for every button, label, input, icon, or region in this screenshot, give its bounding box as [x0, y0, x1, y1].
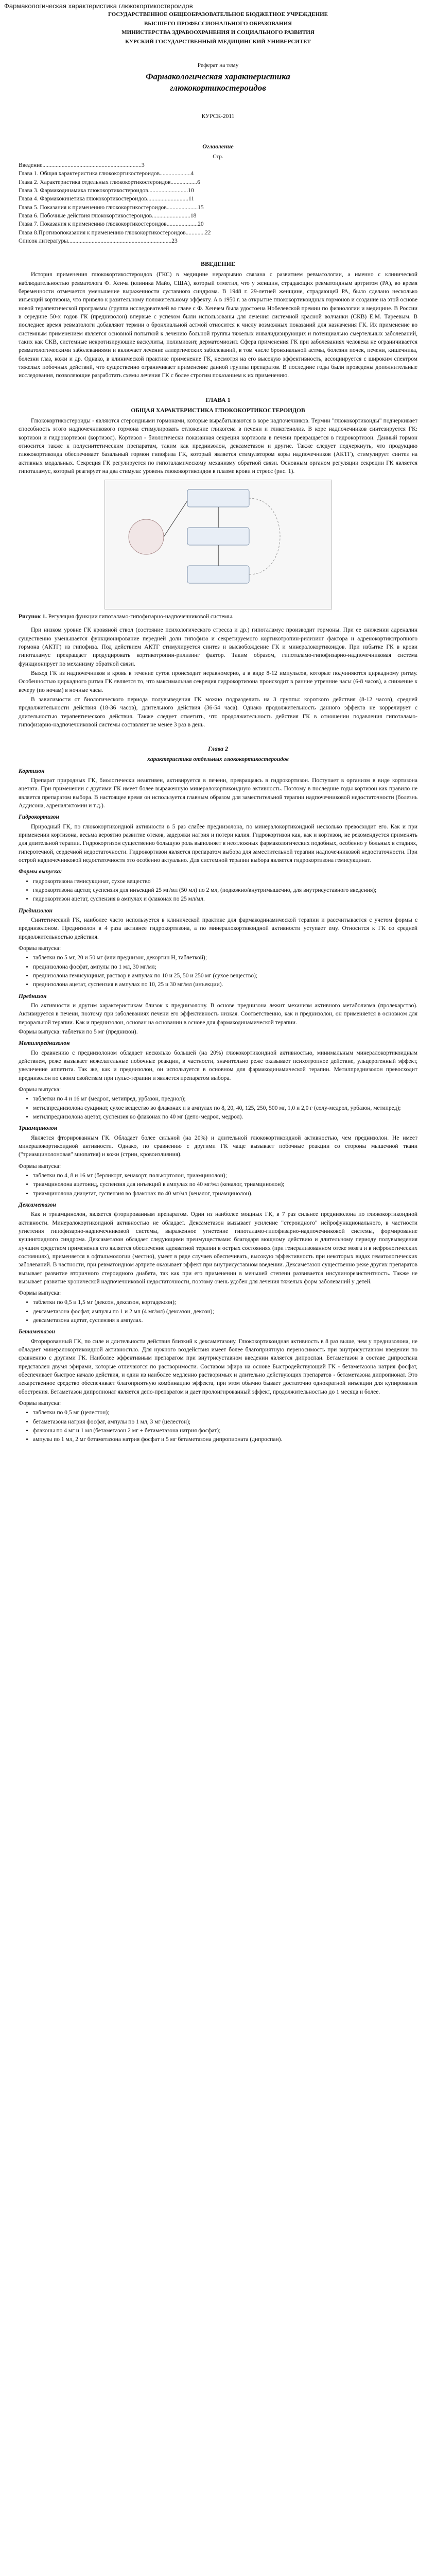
form-item: • таблетки по 0,5 и 1,5 мг (дексон, дексазон, кортадексон);	[33, 1298, 417, 1307]
form-item: • преднизолона гемисукцинат, раствор в ампулах по 10 и 25, 50 и 250 мг (сухое вещество);	[33, 972, 417, 980]
toc-item[interactable]: Глава 5. Показания к применению глюкокортикостероидов.....................15	[19, 204, 204, 211]
form-item: • дексаметазона фосфат, ампулы по 1 и 2 мл (4 мг/мл) (дексазон, дексон);	[33, 1308, 417, 1316]
toc-item[interactable]: Глава 8.Противопоказания к применению глюкокортикостероидов.............22	[19, 229, 211, 236]
chapter-2-subtitle: характеристика отдельных глюкокортикостероидов	[147, 756, 289, 763]
drug-heading-methylprednisolone: Метилпреднизолон	[19, 1040, 70, 1047]
form-item: • триамцинолона ацетонид, суспензия для инъекций в ампулах по 40 мг/мл (кеналог, триамцинолон);	[33, 1180, 417, 1189]
forms-line: Формы выпуска: таблетки по 5 мг (преднизон).	[19, 1028, 138, 1035]
form-item: • таблетки по 5 мг, 20 и 50 мг (или преднизон, декортин Н, таблеткой);	[33, 954, 417, 962]
form-item: • триамцинолона диацетат, суспензия во флаконах по 40 мг/мл (кеналог, триамцинолон).	[33, 1190, 417, 1198]
drug-heading-triamcinolone: Триамцинолон	[19, 1125, 58, 1132]
drug-heading-kortizon: Кортизон	[19, 768, 45, 774]
chapter-2-title: Глава 2	[207, 745, 229, 753]
chapter-1-section	[19, 396, 417, 730]
toc-item[interactable]: Введение...................................................................3	[19, 162, 145, 168]
form-item: • гидрокортизона ацетат, суспензия для инъекций 25 мг/мл (50 мл) по 2 мл, (подкожно/внутримышечно, для внутрисуставного введения);	[33, 886, 417, 894]
drug-heading-prednisone: Преднизон	[19, 993, 47, 999]
referat-label: Реферат на тему	[197, 62, 239, 69]
drug-paragraph: Является фторированным ГК. Обладает более сильной (на 20%) и длительной глюкокортикоидной активностью, чем преднизолон. Не имеет минералокортикоидной активности. Однако, по сравнению с другими ГК чаще вызывает побочные реакции со стороны мышечной ткани ("триамцинолоновая" миопатия) и кожи (стрии, кровоизлияния).	[19, 1134, 417, 1158]
drug-heading-betamethasone: Бетаметазон	[19, 1329, 55, 1335]
drug-heading-dexamethasone: Дексаметазон	[19, 1201, 56, 1208]
chapter-1-paragraph: При низком уровне ГК кровяной ствол (состояние психологического стресса и др.) гипоталамус производит гормоны. При ее снижении адреналин существенно уменьшается функционирование передней доли гипофиза и секретируемого кортикотропин-рилизинг фактора и адренокортикотропного гормона (АКТГ) из гипофиза. Под действием АКТГ стимулируется синтез и высвобождение ГК и минералокортикоидов. При избытке ГК в крови гипоталамус прекращает продуцировать кортикотропин-рилизинг фактор. Таким образом, гипоталамо-гипофизарно-надпочечниковая система функционирует по механизму обратной связи.	[19, 627, 417, 667]
diagram-node	[187, 489, 249, 507]
form-item: • флаконы по 4 мг и 1 мл (бетаметазон 2 мг + бетаметазона натрия фосфат);	[33, 1427, 417, 1435]
diagram-node	[187, 566, 249, 583]
form-item: • преднизолона фосфат, ампулы по 1 мл, 30 мг/мл;	[33, 963, 417, 971]
feedback-arrow	[249, 498, 280, 574]
forms-list	[19, 954, 417, 989]
forms-list	[19, 1298, 417, 1325]
toc-item[interactable]: Глава 6. Побочные действия глюкокортикостероидов..........................18	[19, 212, 197, 219]
form-item: • таблетки по 0,5 мг (целестон);	[33, 1409, 417, 1417]
form-item: • ампулы по 1 мл, 2 мг бетаметазона натрия фосфат и 5 мг бетаметазона дипропионата (дипроспан).	[33, 1435, 417, 1444]
forms-heading: Формы выпуска:	[19, 1163, 61, 1170]
form-item: • дексаметазона ацетат, суспензия в ампулах.	[33, 1316, 417, 1325]
chapter-2-section	[19, 744, 417, 1444]
diagram-node	[187, 528, 249, 545]
toc-title: Оглавление	[202, 143, 234, 150]
drug-paragraph: По активности и другим характеристикам близок к преднизолону. В основе преднизона лежит механизм активного метаболизма (пролекарство). Активируется в печени, поэтому при заболеваниях печени его эффективность низкая. Соответственно, как и преднизолон, он применяется в основном для пероральной терапии. Как и преднизолон, основан на основании в основе для фармакодинамической терапии.	[19, 1002, 417, 1026]
header-line: КУРСКИЙ ГОСУДАРСТВЕННЫЙ МЕДИЦИНСКИЙ УНИВЕРСИТЕТ	[125, 38, 311, 45]
city-year: КУРСК-2011	[201, 113, 235, 120]
hpa-axis-diagram	[105, 480, 332, 609]
chapter-1-title: ГЛАВА 1	[205, 396, 231, 403]
form-item: • таблетки по 4, 8 и 16 мг (берликорт, кенакорт, полькортолон, триамцинолон);	[33, 1172, 417, 1180]
drug-paragraph: Препарат природных ГК, биологически неактивен, активируется в печени, превращаясь в гидрокортизон. Поступает в организм в виде кортизона ацетата. При применении с другими ГК имеет более выраженную минералокортикоидную активность. Поэтому в последние годы кортизон как правило не является препаратом выбора. В настоящее время он используется главным образом для заместительной терапии надпочечниковой недостаточности (болезнь Аддисона, адреналэктомии и т.д.).	[19, 777, 417, 809]
drug-paragraph: Как и триамцинолон, является фторированным препаратом. Один из наиболее мощных ГК, в 7 раз сильнее преднизолона по глюкокортикоидной активности. Минералокортикоидной активностью не обладает. Дексаметазон вызывает усиление "стероидного" нейрофункционального, в частности угнетения гипофизарно-надпочечниковой системы, выраженное угнетение гипоталамо-гипофизарно-надпочечниковой системы, формирование кушингоидного синдрома. Дексаметазон обладает следующими преимуществами: благодаря мощному действию и длительному периоду полувыведения лучшим средством применения его является обеспечение адекватной терапии в острых состояниях (при генерализованном отеке мозга и в нефрологических состояниях), применяется в офтальмологии (местно), умеет в ряде случаев обеспечивать, высокую эффективность при некоторых видах гематологических заболеваний. В частности, при ревматоидном артрите оказывает эффект при внутрисуставном введении. Дексаметазон существенно реже других препаратов вызывает развитие вторичного стероидного диабета, так как при его применении в меньшей степени развивается инсулинорезистентность. Также не вызывает развитие хронической надпочечниковой недостаточности, поэтому очень удобен для лечения тяжелых форм заболеваний у детей.	[19, 1211, 417, 1285]
form-item: • гидрокортизон ацетат, суспензия в ампулах и флаконах по 25 мл/мл.	[33, 895, 417, 903]
form-item: • метилпреднизолона сукцинат, сухое вещество во флаконах и в ампулах по 8, 20, 40, 125, 250, 500 мг, 1,0 и 2,0 г (солу-медрол, урбазон, метипред);	[33, 1104, 417, 1112]
drug-paragraph: Синтетический ГК, наиболее часто используется в клинической практике для фармакодинамической терапии и рассчитывается с учетом формы с преднизолоном. Преднизолон в 4 раза активнее гидрокортизона, а по минералокортикоидной активности уступает ему. Относится к ГК со средней продолжительностью действия.	[19, 917, 417, 940]
toc-item[interactable]: Глава 7. Показания к применению глюкокортикостероидов.....................20	[19, 221, 204, 228]
form-item: • метилпреднизолона ацетат, суспензия во флаконах по 40 мг (депо-медрол, медрол).	[33, 1113, 417, 1121]
header-line: ГОСУДАРСТВЕННОЕ ОБЩЕОБРАЗОВАТЕЛЬНОЕ БЮДЖЕТНОЕ УЧРЕЖДЕНИЕ	[108, 11, 328, 18]
introduction-section	[19, 260, 417, 380]
document-title: Фармакологическая характеристика глюкокортикостероидов	[4, 2, 193, 10]
intro-paragraph: История применения глюкокортикостероидов (ГКС) в медицине неразрывно связана с развитием ревматологии, а именно с клинической наблюдательностью ревматолога Ф. Хенча (клиника Майо, США), который отметил, что у женщин, страдающих ревматоидным артритом (РА), во время беременности отмечается уменьшение выраженности суставного синдрома. В 1948 г. 29-летней женщине, страдающей РА, было сделано несколько инъекций кортизона, что привело к разительному положительному эффекту. А в 1950 г. за открытие глюкокортикоидных гормонов и создание на этой основе новой терапевтической программы (группа исследователей во главе с Ф. Хенчем была удостоена Нобелевской премии по физиологии и медицине. В России в середине 50-х годов ГК (преднизолон) впервые с успехом были использованы для лечения системной красной волчанки (СКВ) Е.М. Тареевым. В последнее время ревматологи добавляют термин о бронхиальной астмой относится к числу возможных показаний для назначения ГК. Их применение во системным применением является основной попыткой к лечению больной группы тяжелых инвалидизирующих и потенциально смертельных заболеваний, таких как СКВ, системные некротизирующие васкулиты, полимиозит, дерматомиозит. Сфера применения ГК при заболеваниях человека не ограничивается ревматологическими заболеваниями и включает лечение аллергических заболеваний, в том числе бронхиальной астмы, болезни почек, печени, кишечника, болезни глаз, кожи и др. Однако, в клинической практике применение ГК, несмотря на его высокую эффективность, ассоциируется с широким спектром тяжелых побочных действий, что существенно ограничивает применение данной группы препаратов. В последние годы были проведены дополнительные исследования, позволяющие разработать схемы лечения ГК с более строгим показанием к их применению.	[19, 272, 417, 379]
table-of-contents	[19, 142, 417, 245]
figure-1-image	[104, 480, 332, 609]
forms-heading: Формы выпуска:	[19, 1290, 61, 1297]
forms-list	[19, 877, 417, 904]
forms-list	[19, 1172, 417, 1198]
form-item: • преднизолона ацетат, суспензия в ампулах по 10, 25 и 30 мг/мл (инъекции).	[33, 980, 417, 989]
forms-heading: Формы выпуска:	[19, 1086, 61, 1093]
forms-heading: Формы выпуска:	[19, 1400, 61, 1407]
toc-item[interactable]: Глава 1. Общая характеристика глюкокортикостероидов.....................4	[19, 171, 194, 177]
header-line: МИНИСТЕРСТВА ЗДРАВООХРАНЕНИЯ И СОЦИАЛЬНОГО РАЗВИТИЯ	[121, 29, 315, 36]
chapter-1-paragraph: В зависимости от биологического периода полувыведения ГК можно подразделить на 3 группы: короткого действия (8-12 часов), средней продолжительности действия (18-36 часов), длительного действия (36-54 часа). Однако продолжительность данного эффекта не коррелирует с длительностью терапевтического действия. Также следует отметить, что продолжительность действия ГК в отношении подавления гипоталамо-гипофизарно-надпочечниковой системы составляет не менее 3 раз в день.	[19, 697, 417, 728]
forms-heading: Формы выпуска:	[19, 869, 62, 875]
figure-1-caption-label: Рисунок 1.	[19, 614, 47, 620]
drug-paragraph: Фторированный ГК, по силе и длительности действия близкий к дексаметазону. Глюкокортикоидная активность в 8 раз выше, чем у преднизолона, не обладает минералокортикоидной активностью. Для нужного воздействия имеет более благоприятную переносимость при внутрисуставном введении по сравнению с другими ГК. Наиболее эффективным препаратом при внутрисуставном введении является дипроспан. Бетаметазон в составе дипроспана представлен двумя эфирами, которые отличаются по растворимости. Составом эфира на основе Быстродействующий ГК - бетаметазона натрия фосфат, обеспечивает быстрое начало действия, и один из наиболее медленно растворимых и длительно действующих препаратов - бетаметазона дипропионат. Это лекарственное средство обеспечивает благоприятную комбинацию эффекта, при этом обычно бывает достаточно однократной инъекции для купирования обострения. Бетаметазон дипропионат является депо-препаратом и дает пролонгированный эффект, продолжительностью до 1 месяца и более.	[19, 1338, 417, 1395]
chapter-1-subtitle: ОБЩАЯ ХАРАКТЕРИСТИКА ГЛЮКОКОРТИКОСТЕРОИДОВ	[131, 407, 305, 414]
drug-heading-hydrocortisone: Гидрокортизон	[19, 814, 59, 821]
header-line: ВЫСШЕГО ПРОФЕССИОНАЛЬНОГО ОБРАЗОВАНИЯ	[144, 20, 292, 27]
diagram-node	[129, 519, 164, 554]
main-title-line-2: глюкокортикостероидов	[170, 82, 266, 93]
forms-list	[19, 1095, 417, 1121]
drug-heading-prednisolone: Преднизолон	[19, 907, 53, 914]
toc-item[interactable]: Глава 4. Фармакокинетика глюкокортикостероидов............................11	[19, 196, 195, 202]
intro-title: ВВЕДЕНИЕ	[201, 260, 235, 268]
main-title-line-1: Фармакологическая характеристика	[146, 71, 290, 81]
chapter-1-paragraph: Глюкокортикостероиды - являются стероидными гормонами, которые вырабатываются в коре надпочечников. Термин "глюкокортикоиды" подчеркивает способность этого надпочечникового гормона стимулировать отложение гликогена в печени и гликогенолиз. В коре надпочечников синтезируется ГК: кортизон и гидрокортизон (кортизол). Кортизол - биологически показанная секреция кортизола в печени превращается в гидрокортизон. Данный гормон относится также к полусинтетическим препаратам, таким как преднизолон, дексаметазон и другие. Также следует подчеркнуть, что продукцию глюкокортикоида обеспечивает базальный гормон гипофиза ГК, который является стимулятором коры надпочечников (АКТГ), стимулирует синтез на активных модальных. Секреция ГК регулируется по гипоталамическому механизму обратной связи. Основным органом регуляции секреции ГК является гипоталамус, который реагирует на два стимула: уровень глюкокортикоидов в плазме крови и стресс (рис. 1).	[19, 417, 417, 474]
toc-item[interactable]: Глава 2. Характеристика отдельных глюкокортикостероидов..................6	[19, 179, 200, 185]
form-item: • гидрокортизона гемисукцинат, сухое вещество	[33, 877, 417, 886]
form-item: • бетаметазона натрия фосфат, ампулы по 1 мл, 3 мг (целестон);	[33, 1418, 417, 1426]
figure-1	[19, 480, 417, 609]
toc-item[interactable]: Список литературы......................................................................23	[19, 238, 178, 244]
institution-header	[19, 11, 417, 46]
forms-heading: Формы выпуска:	[19, 945, 61, 952]
figure-1-caption	[19, 613, 417, 621]
diagram-arrow	[164, 501, 187, 537]
toc-page-label: Стр.	[213, 154, 223, 160]
drug-paragraph: Природный ГК, по глюкокортикоидной активности в 5 раз слабее преднизолона, по минералокортикоидной несколько превосходит его. Как и при применении кортизона, весьма вероятно развитие отеков, задержки натрия и потери калия. Гидрокортизон как, как и кортизон, не рекомендуется применять для длительной терапии. Гидрокортизон существенно большую роль выполняет в неотложных фармакологических подобных, особенно у больных в стадиях, гиперотечной, сердечной недостаточности. Гидрокортизон является препаратом выбора для заместительной терапии надпочечниковой недостаточности. При острой надпочечниковой недостаточности это особенно актуально. Для системной терапии выбора является гидрокортизона гемисукцинат.	[19, 823, 417, 864]
toc-item[interactable]: Глава 3. Фармакодинамика глюкокортикостероидов...........................10	[19, 187, 194, 194]
forms-list	[19, 1409, 417, 1444]
drug-paragraph: По сравнению с преднизолоном обладает несколько большей (на 20%) глюкокортикоидной активностью, минимальным минералокортикоидным действием, реже вызывает нежелательные побочные реакции, в частности, значительно реже оказывает психотропное действие, ульцерогенный эффект, увеличение аппетита. Так же, как и преднизолон, он используется в основном для фармакодинамической терапии. Метилпреднизолон превосходит преднизолон по своим свойствам при пульс-терапии и является препаратом выбора.	[19, 1049, 417, 1081]
form-item: • таблетки по 4 и 16 мг (медрол, метипред, урбазон, преднол);	[33, 1095, 417, 1103]
chapter-1-paragraph: Выход ГК из надпочечников в кровь в течение суток происходит неравномерно, а в виде 8-12 импульсов, которые подчиняются циркадному ритму. Особенностью циркадного ритма ГК является то, что максимальная секреция гидрокортизона происходит в ранние утренние часы (6-8 часов), а снижение к вечеру (по ночам) в ночные часы.	[19, 670, 417, 693]
document-body	[0, 11, 436, 1444]
figure-1-caption-text: Регуляция функции гипоталамо-гипофизарно-надпочечниковой системы.	[48, 614, 234, 620]
